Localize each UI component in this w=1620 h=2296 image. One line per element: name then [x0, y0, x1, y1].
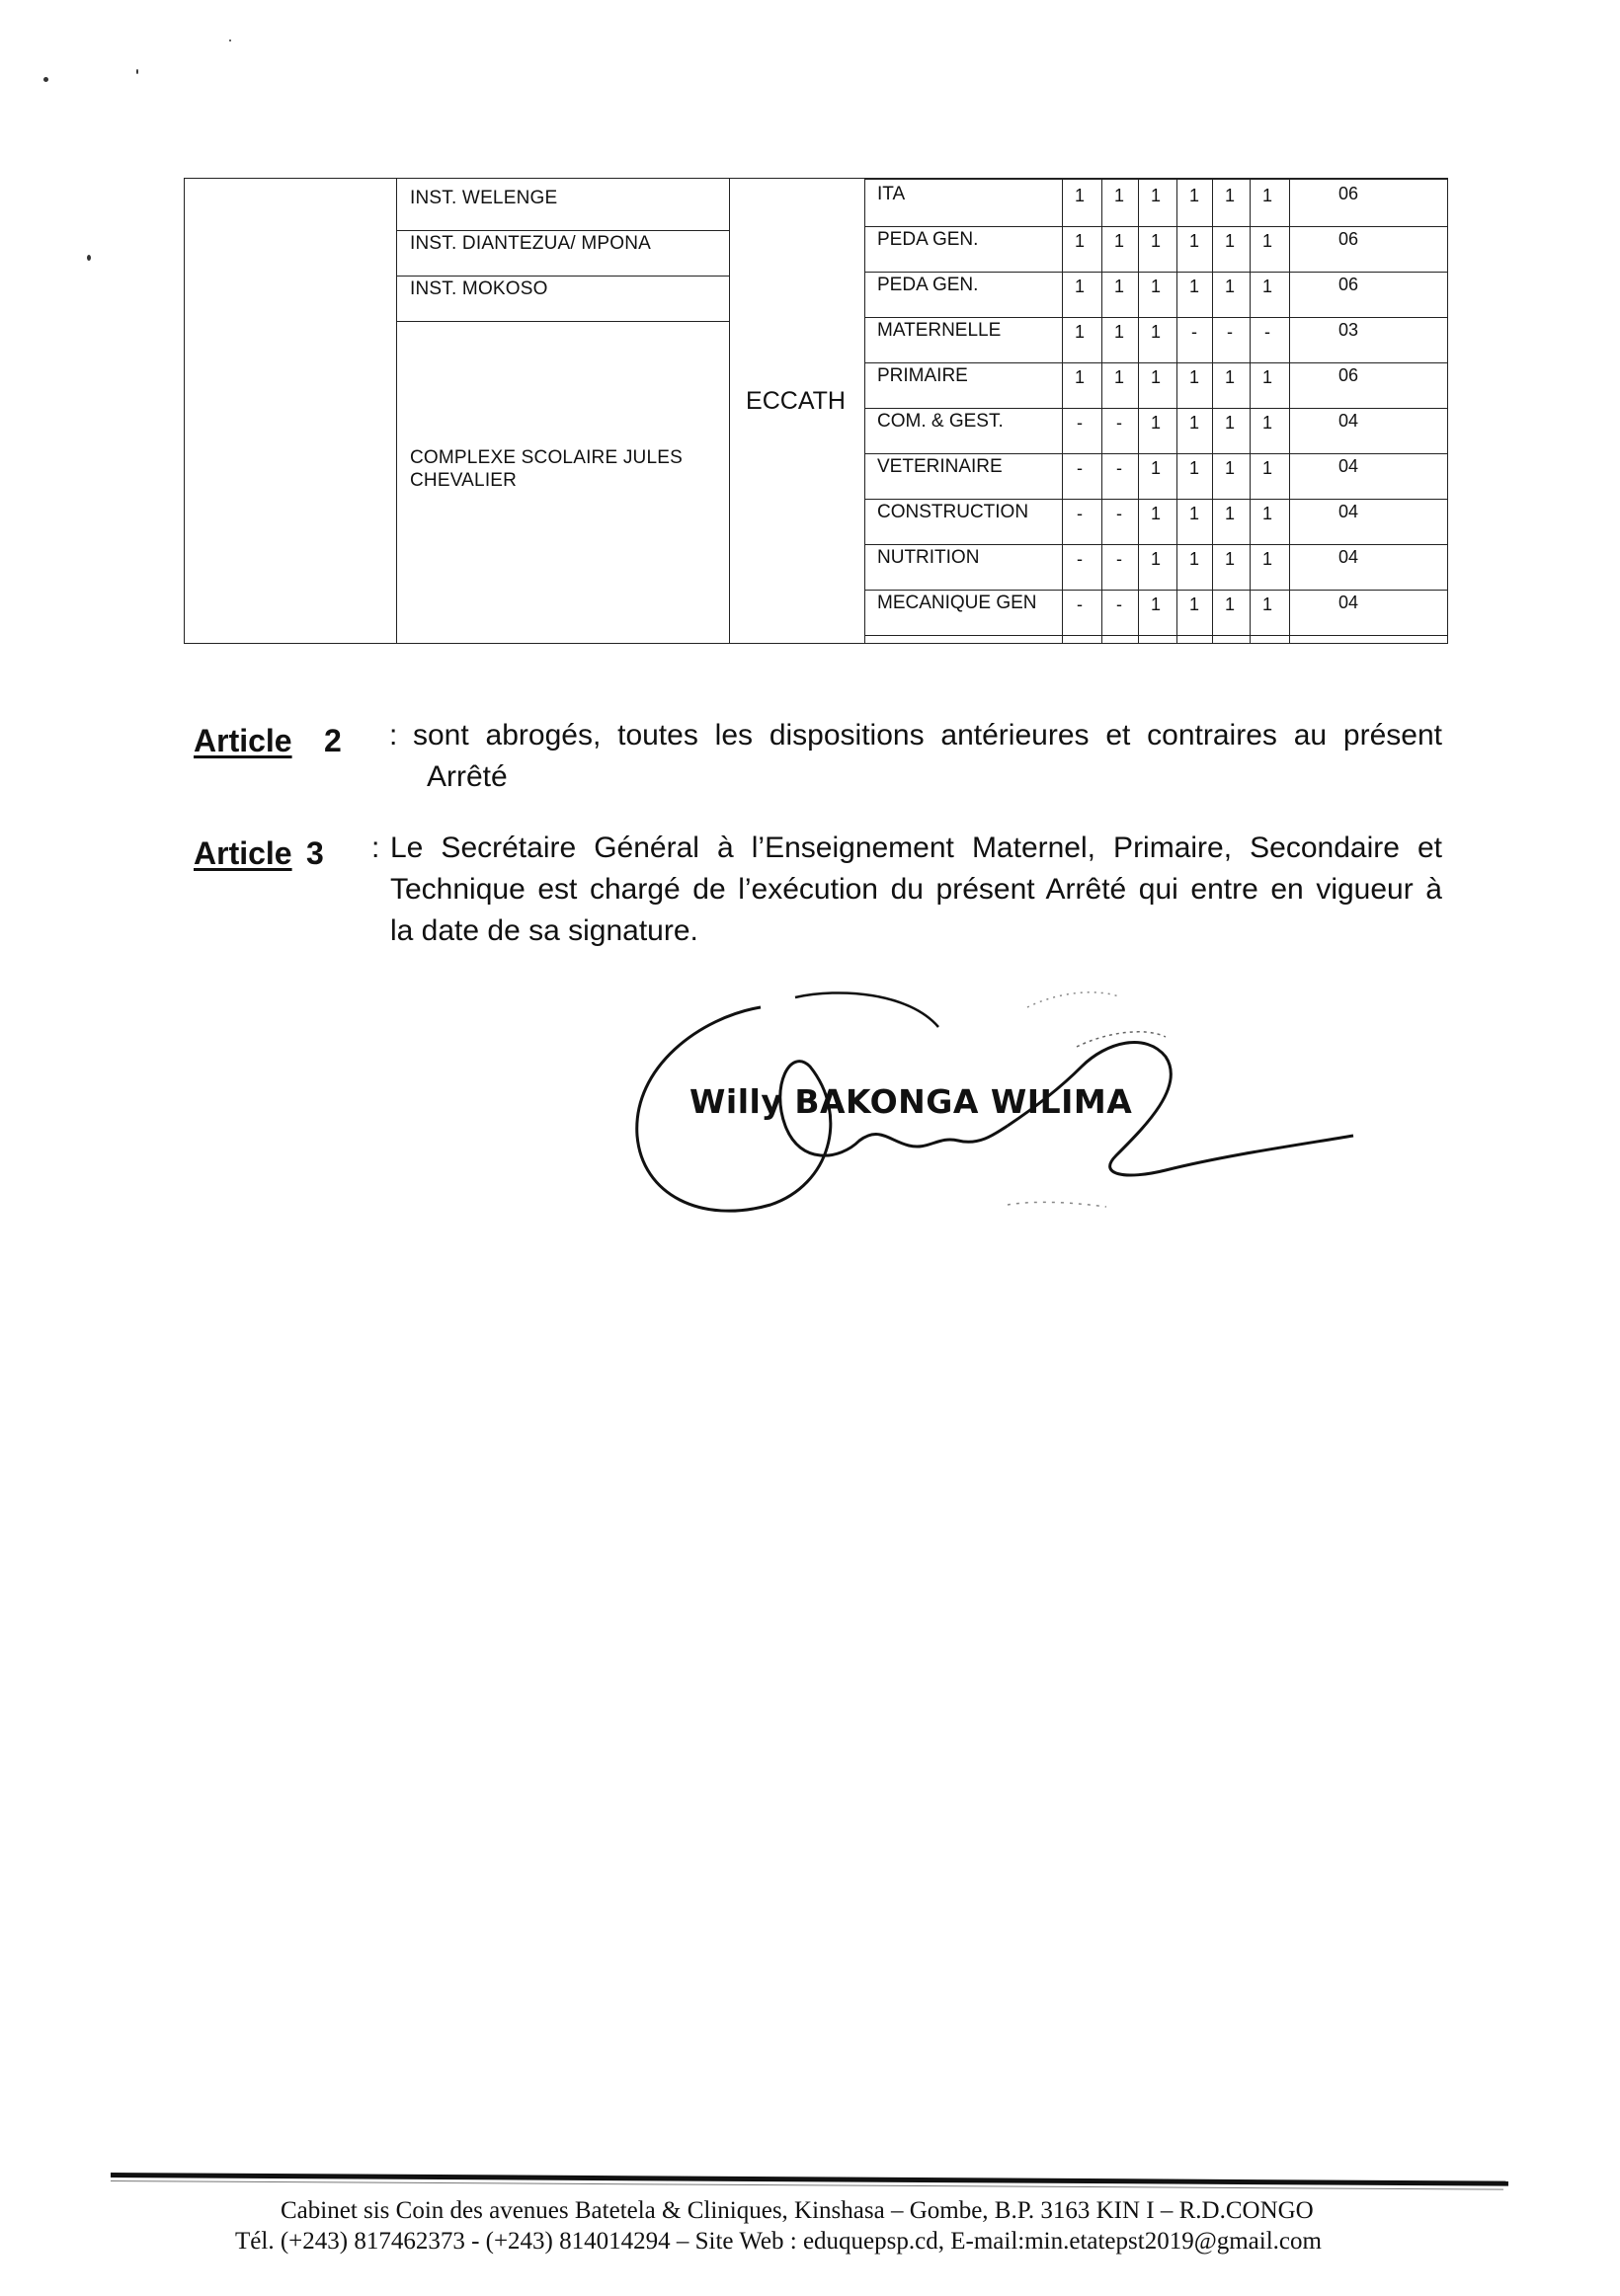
establishment-name: COMPLEXE SCOLAIRE JULES CHEVALIER — [410, 447, 683, 491]
level-count-cell: - — [1077, 594, 1083, 614]
level-count-cell: 1 — [1150, 594, 1161, 614]
footer-address: Cabinet sis Coin des avenues Batetela & Cliniques, Kinshasa – Gombe, B.P. 3163 KIN I – R.D.CONGO — [281, 2197, 1314, 2224]
level-count-cell: 1 — [1150, 413, 1161, 433]
total-cell: 04 — [1337, 593, 1359, 612]
level-count-cell: 1 — [1113, 322, 1124, 342]
level-count-cell: 1 — [1261, 367, 1272, 387]
level-count-cell: 1 — [1261, 277, 1272, 296]
level-count-cell: 1 — [1261, 549, 1272, 569]
level-count-cell: 1 — [1074, 322, 1085, 342]
level-count-cell: 1 — [1188, 277, 1199, 296]
level-count-cell: - — [1227, 322, 1233, 342]
article-2-separator: : — [389, 719, 398, 752]
article-2-text-line2: Arrêté — [427, 760, 508, 793]
level-count-cell: 1 — [1261, 186, 1272, 205]
level-count-cell: 1 — [1074, 277, 1085, 296]
footer-contacts: Tél. (+243) 817462373 - (+243) 814014294 – Site Web : eduquepsp.cd, E-mail:min.etatepst2019@gmail.com — [235, 2228, 1322, 2255]
level-count-cell: 1 — [1188, 413, 1199, 433]
level-count-cell: 1 — [1188, 231, 1199, 251]
total-cell: 04 — [1337, 547, 1359, 567]
level-count-cell: - — [1077, 458, 1083, 478]
level-count-cell: 1 — [1150, 504, 1161, 523]
option-name: ITA — [877, 184, 906, 204]
level-count-cell: 1 — [1188, 367, 1199, 387]
level-count-cell: 1 — [1150, 277, 1161, 296]
total-cell: 04 — [1337, 411, 1359, 431]
option-name: CONSTRUCTION — [877, 502, 1029, 522]
level-count-cell: 1 — [1150, 322, 1161, 342]
level-count-cell: 1 — [1261, 458, 1272, 478]
level-count-cell: - — [1116, 594, 1122, 614]
level-count-cell: 1 — [1188, 458, 1199, 478]
level-count-cell: 1 — [1261, 413, 1272, 433]
scan-speck — [136, 69, 138, 74]
level-count-cell: 1 — [1150, 186, 1161, 205]
level-count-cell: 1 — [1150, 549, 1161, 569]
level-count-cell: 1 — [1224, 458, 1235, 478]
article-3-text-line1: Le Secrétaire Général à l’Enseignement Maternel, Primaire, Secondaire et — [390, 831, 1442, 864]
handwritten-signature — [612, 978, 1383, 1274]
level-count-cell: 1 — [1188, 549, 1199, 569]
level-count-cell: 1 — [1113, 231, 1124, 251]
option-name: NUTRITION — [877, 547, 980, 568]
option-name: VETERINAIRE — [877, 456, 1003, 477]
level-count-cell: 1 — [1113, 367, 1124, 387]
level-count-cell: 1 — [1150, 367, 1161, 387]
article-3-separator: : — [371, 831, 380, 864]
level-count-cell: 1 — [1261, 504, 1272, 523]
level-count-cell: 1 — [1224, 549, 1235, 569]
option-name: PEDA GEN. — [877, 275, 979, 295]
establishment-name: INST. WELENGE — [410, 188, 558, 208]
level-count-cell: - — [1116, 549, 1122, 569]
level-count-cell: 1 — [1150, 231, 1161, 251]
level-count-cell: 1 — [1224, 413, 1235, 433]
article-2-number: 2 — [324, 723, 342, 758]
level-count-cell: - — [1077, 549, 1083, 569]
article-2-label: Article — [194, 723, 292, 758]
level-count-cell: - — [1077, 413, 1083, 433]
level-count-cell: 1 — [1224, 367, 1235, 387]
level-count-cell: - — [1116, 504, 1122, 523]
signatory-name: Willy BAKONGA WILIMA — [689, 1082, 1133, 1121]
level-count-cell: - — [1264, 322, 1270, 342]
level-count-cell: 1 — [1188, 504, 1199, 523]
level-count-cell: 1 — [1188, 186, 1199, 205]
level-count-cell: - — [1116, 458, 1122, 478]
level-count-cell: 1 — [1113, 277, 1124, 296]
total-cell: 03 — [1337, 320, 1359, 340]
option-name: MATERNELLE — [877, 320, 1002, 341]
establishment-name: INST. MOKOSO — [410, 278, 548, 299]
level-count-cell: 1 — [1150, 458, 1161, 478]
total-cell: 04 — [1337, 456, 1359, 476]
total-cell: 04 — [1337, 502, 1359, 521]
level-count-cell: 1 — [1224, 594, 1235, 614]
level-count-cell: - — [1191, 322, 1197, 342]
level-count-cell: 1 — [1188, 594, 1199, 614]
level-count-cell: - — [1077, 504, 1083, 523]
option-name: MECANIQUE GEN — [877, 593, 1037, 613]
option-name: PEDA GEN. — [877, 229, 979, 250]
level-count-cell: 1 — [1224, 277, 1235, 296]
level-count-cell: - — [1116, 413, 1122, 433]
level-count-cell: 1 — [1224, 504, 1235, 523]
establishment-name: INST. DIANTEZUA/ MPONA — [410, 233, 652, 254]
level-count-cell: 1 — [1074, 186, 1085, 205]
total-cell: 06 — [1337, 275, 1359, 294]
level-count-cell: 1 — [1074, 231, 1085, 251]
article-3-number: 3 — [306, 835, 324, 871]
article-2-text-line1: sont abrogés, toutes les dispositions antérieures et contraires au présent — [413, 719, 1442, 752]
option-name: PRIMAIRE — [877, 365, 968, 386]
level-count-cell: 1 — [1261, 594, 1272, 614]
level-count-cell: 1 — [1074, 367, 1085, 387]
level-count-cell: 1 — [1261, 231, 1272, 251]
total-cell: 06 — [1337, 184, 1359, 203]
article-3-text-line3: la date de sa signature. — [390, 914, 698, 947]
level-count-cell: 1 — [1224, 186, 1235, 205]
article-3-text-line2: Technique est chargé de l’exécution du présent Arrêté qui entre en vigueur à — [390, 873, 1442, 906]
scan-speck — [229, 40, 231, 41]
level-count-cell: 1 — [1224, 231, 1235, 251]
total-cell: 06 — [1337, 365, 1359, 385]
level-count-cell: 1 — [1113, 186, 1124, 205]
article-3-label: Article — [194, 835, 292, 871]
scan-speck — [43, 77, 48, 82]
total-cell: 06 — [1337, 229, 1359, 249]
scan-speck — [87, 255, 91, 261]
option-name: COM. & GEST. — [877, 411, 1004, 432]
management-label: ECCATH — [746, 387, 846, 415]
